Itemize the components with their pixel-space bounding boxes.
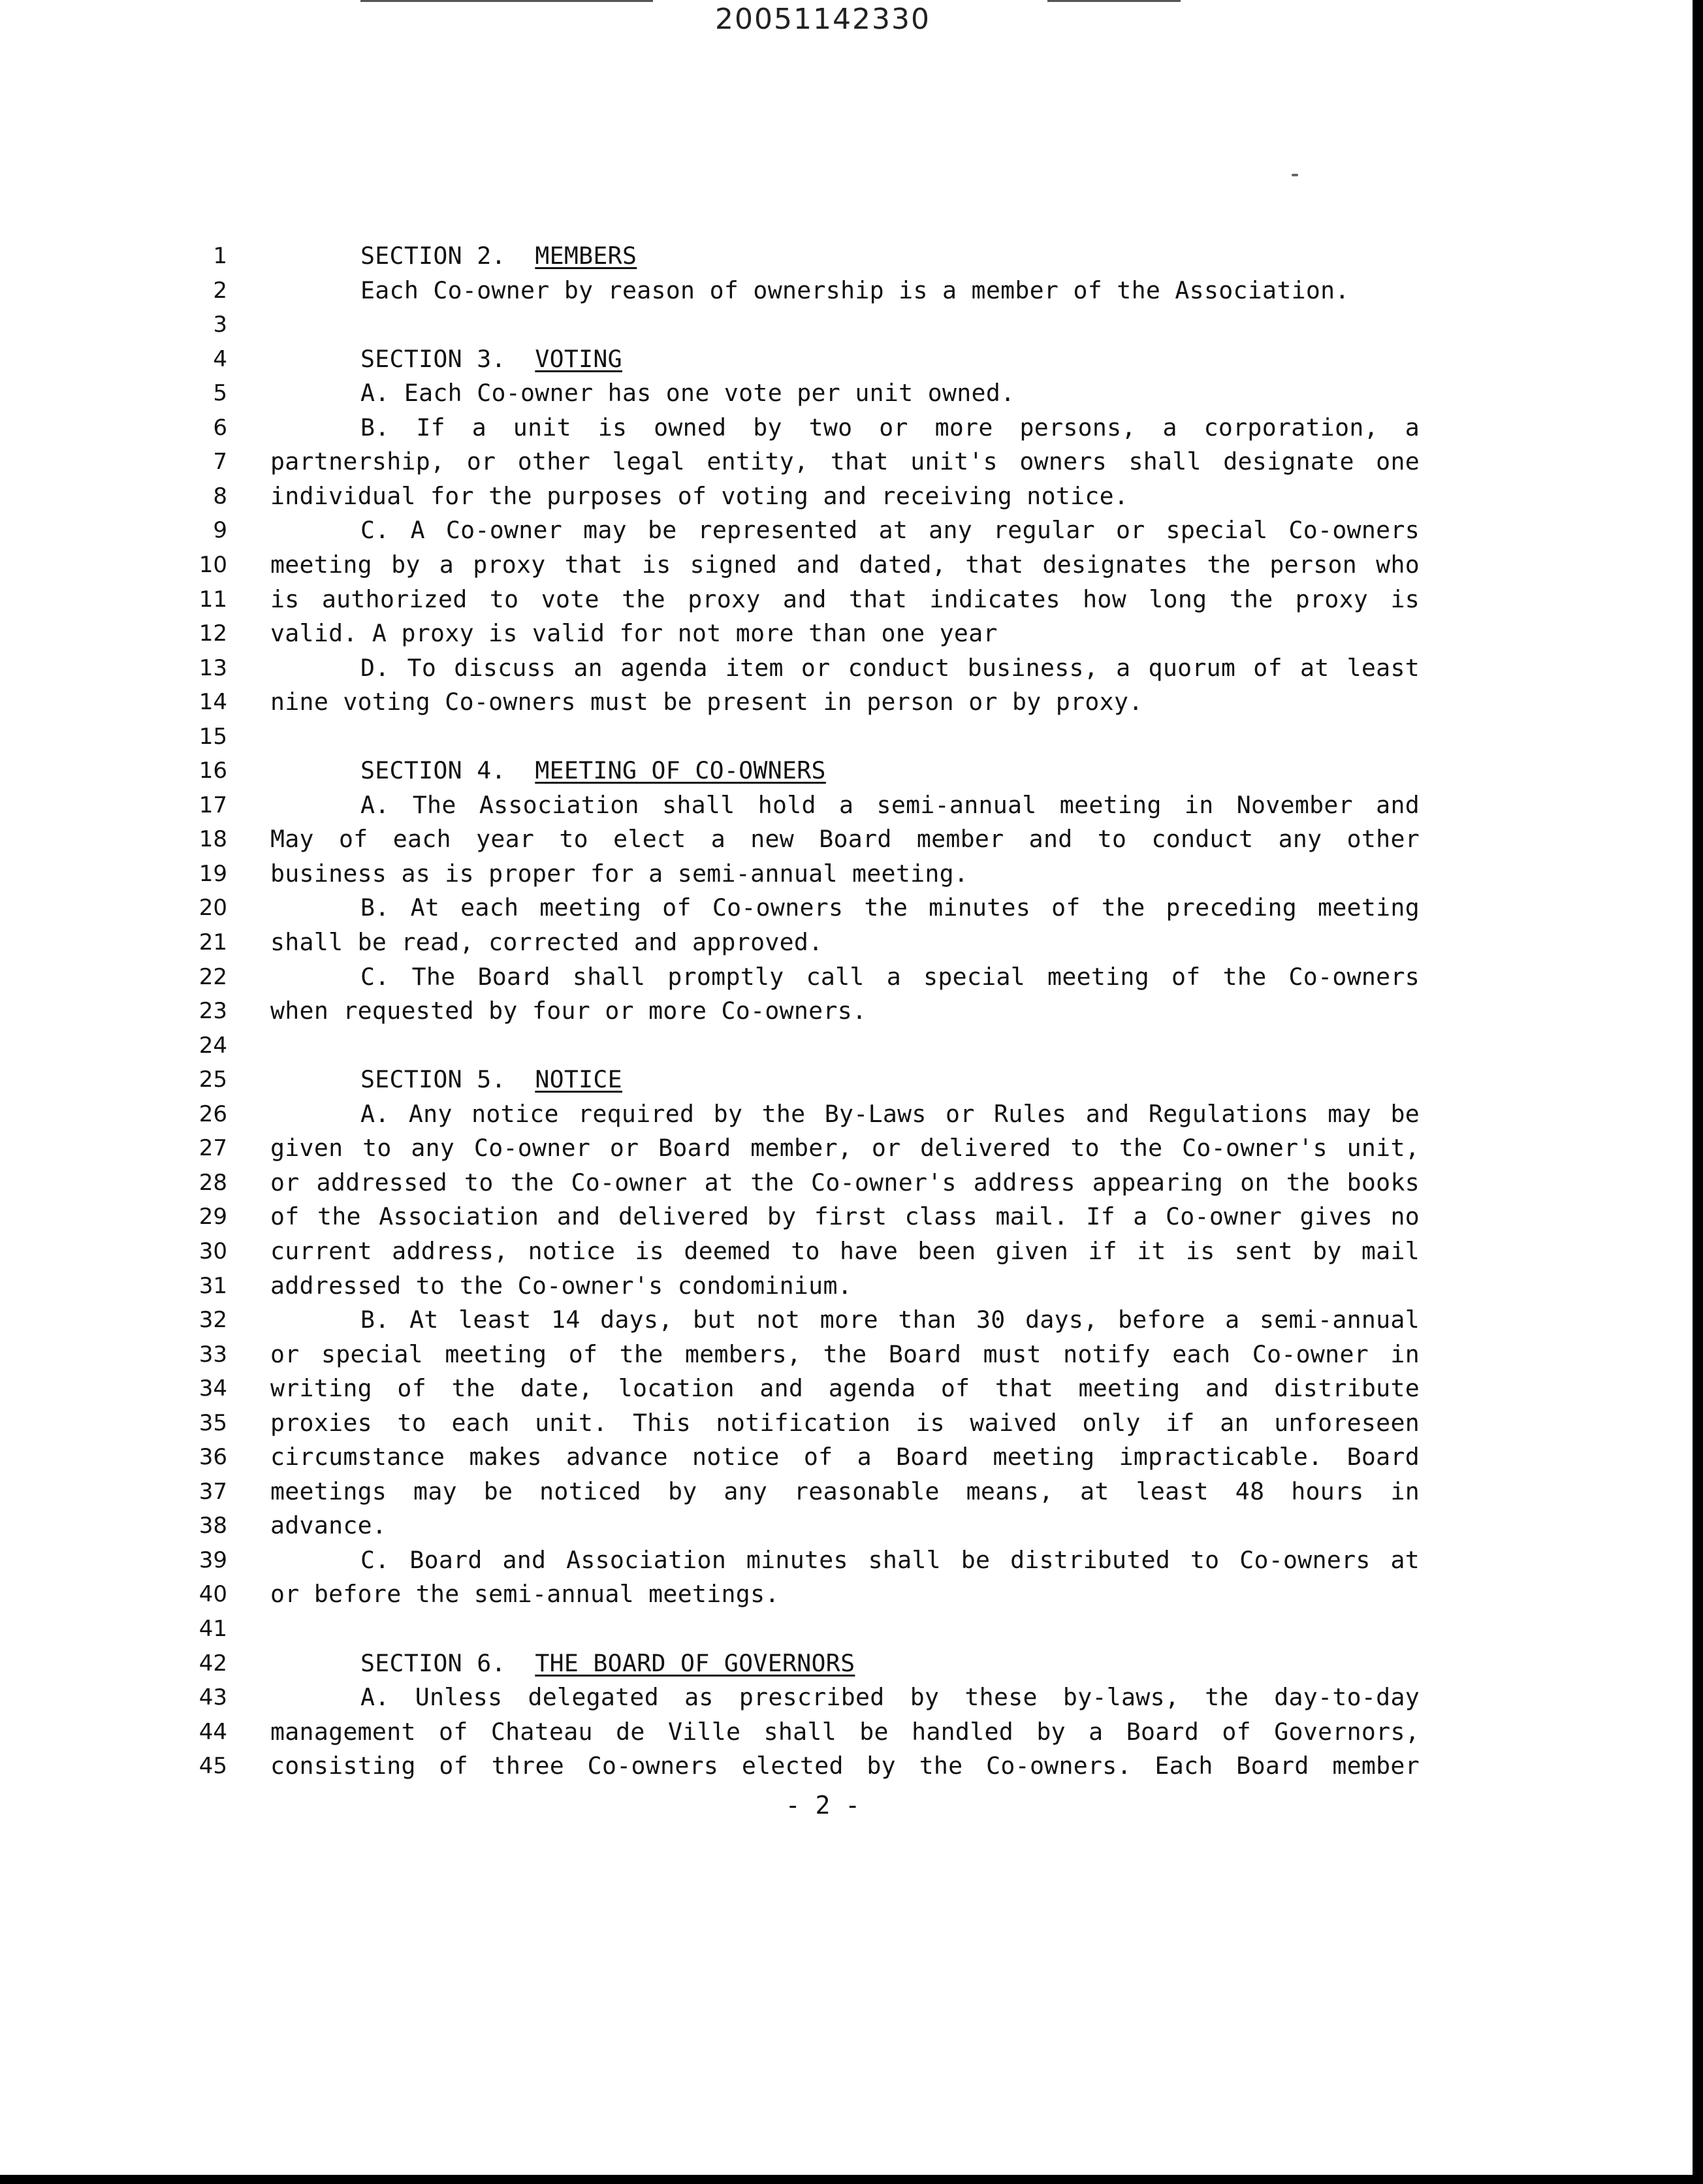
line-text: addressed to the Co-owner's condominium.: [270, 1272, 852, 1300]
line-number: 14: [199, 689, 227, 715]
document-line: [0, 342, 1437, 376]
line-number: 15: [199, 724, 227, 750]
section-title: MEETING OF CO-OWNERS: [535, 756, 826, 784]
document-line: [0, 1577, 1437, 1611]
line-number: 11: [199, 586, 227, 613]
line-text: partnership, or other legal entity, that unit's owners shall designate one: [270, 447, 1420, 475]
document-line: [0, 617, 1437, 650]
line-text: of the Association and delivered by first class mail. If a Co-owner gives no: [270, 1202, 1420, 1230]
section-title: THE BOARD OF GOVERNORS: [535, 1649, 855, 1677]
line-number: 28: [199, 1170, 227, 1196]
line-text: C. Board and Association minutes shall be distributed to Co-owners at: [360, 1546, 1420, 1574]
document-line: [0, 754, 1437, 788]
document-line: [0, 651, 1437, 685]
document-line: [0, 1543, 1437, 1577]
line-text: is authorized to vote the proxy and that indicates how long the proxy is: [270, 585, 1420, 613]
line-number: 17: [199, 792, 227, 818]
document-line: [0, 720, 1437, 754]
section-title: MEMBERS: [535, 242, 637, 270]
line-number: 26: [199, 1101, 227, 1127]
line-number: 7: [213, 449, 227, 475]
line-number: 30: [199, 1238, 227, 1264]
section-heading: [360, 1646, 855, 1680]
line-number: 23: [199, 998, 227, 1024]
document-line: [0, 1097, 1437, 1131]
scan-edge-mark: [360, 0, 653, 2]
section-heading: [360, 754, 826, 788]
line-text: current address, notice is deemed to have been given if it is sent by mail: [270, 1237, 1420, 1265]
scan-speck: [1292, 174, 1298, 176]
document-line: [0, 788, 1437, 822]
line-number: 34: [199, 1375, 227, 1402]
line-number: 43: [199, 1684, 227, 1710]
line-text: C. The Board shall promptly call a special meeting of the Co-owners: [360, 963, 1420, 991]
line-number: 45: [199, 1753, 227, 1779]
document-line: [0, 1303, 1437, 1337]
document-line: [0, 1475, 1437, 1509]
document-line: [0, 548, 1437, 582]
document-line: [0, 583, 1437, 617]
line-text: C. A Co-owner may be represented at any regular or special Co-owners: [360, 516, 1420, 544]
line-text: or special meeting of the members, the Board must notify each Co-owner in: [270, 1340, 1420, 1368]
document-line: [0, 274, 1437, 308]
line-text: A. Each Co-owner has one vote per unit owned.: [360, 379, 1015, 407]
line-number: 18: [199, 826, 227, 852]
document-line: [0, 1749, 1437, 1783]
line-number: 40: [199, 1581, 227, 1607]
page-number: - 2 -: [785, 1791, 861, 1820]
line-number: 39: [199, 1547, 227, 1573]
line-number: 36: [199, 1444, 227, 1470]
section-heading: [360, 239, 637, 273]
line-text: or before the semi-annual meetings.: [270, 1580, 780, 1608]
document-line: [0, 1440, 1437, 1474]
line-text: individual for the purposes of voting and receiving notice.: [270, 482, 1129, 510]
document-line: [0, 685, 1437, 719]
line-number: 6: [213, 415, 227, 441]
line-number: 2: [213, 278, 227, 304]
line-text: meeting by a proxy that is signed and dated, that designates the person who: [270, 551, 1420, 579]
document-line: [0, 513, 1437, 547]
document-line: [0, 1680, 1437, 1714]
document-line: [0, 994, 1437, 1028]
line-text: D. To discuss an agenda item or conduct business, a quorum of at least: [360, 654, 1420, 682]
document-line: [0, 239, 1437, 273]
document-line: [0, 479, 1437, 513]
line-number: 44: [199, 1719, 227, 1745]
line-number: 42: [199, 1650, 227, 1677]
document-line: [0, 857, 1437, 891]
document-line: [0, 1372, 1437, 1405]
section-number: SECTION 3.: [360, 345, 506, 373]
document-line: [0, 1029, 1437, 1063]
line-number: 32: [199, 1307, 227, 1333]
line-text: when requested by four or more Co-owners.: [270, 997, 867, 1025]
section-heading: [360, 342, 622, 376]
line-number: 41: [199, 1616, 227, 1642]
line-text: meetings may be noticed by any reasonable means, at least 48 hours in: [270, 1477, 1420, 1505]
line-text: business as is proper for a semi-annual meeting.: [270, 859, 969, 888]
document-line: [0, 1200, 1437, 1234]
line-text: or addressed to the Co-owner at the Co-owner's address appearing on the books: [270, 1168, 1420, 1196]
line-text: A. The Association shall hold a semi-annual meeting in November and: [360, 791, 1420, 819]
section-title: VOTING: [535, 345, 622, 373]
line-number: 33: [199, 1341, 227, 1368]
line-text: writing of the date, location and agenda of that meeting and distribute: [270, 1374, 1420, 1402]
line-number: 12: [199, 620, 227, 647]
document-line: [0, 891, 1437, 925]
scan-bottom-border: [0, 2175, 1703, 2184]
line-number: 25: [199, 1067, 227, 1093]
line-number: 24: [199, 1033, 227, 1059]
document-line: [0, 822, 1437, 856]
line-number: 20: [199, 895, 227, 921]
document-line: [0, 1715, 1437, 1749]
document-number: 20051142330: [715, 3, 931, 36]
line-number: 35: [199, 1410, 227, 1436]
document-line: [0, 1509, 1437, 1543]
line-text: management of Chateau de Ville shall be handled by a Board of Governors,: [270, 1718, 1420, 1746]
scan-right-border: [1693, 0, 1703, 2184]
line-text: B. At least 14 days, but not more than 30 days, before a semi-annual: [360, 1306, 1420, 1334]
document-line: [0, 308, 1437, 342]
section-heading: [360, 1063, 622, 1097]
document-line: [0, 1406, 1437, 1440]
document-line: [0, 1269, 1437, 1303]
line-number: 8: [213, 483, 227, 509]
line-text: advance.: [270, 1511, 387, 1539]
line-number: 31: [199, 1273, 227, 1299]
line-text: valid. A proxy is valid for not more than one year: [270, 619, 998, 647]
line-text: shall be read, corrected and approved.: [270, 928, 823, 956]
document-line: [0, 1338, 1437, 1372]
document-line: [0, 1166, 1437, 1200]
line-text: Each Co-owner by reason of ownership is a member of the Association.: [360, 276, 1350, 304]
line-text: A. Unless delegated as prescribed by these by-laws, the day-to-day: [360, 1683, 1420, 1711]
line-number: 29: [199, 1204, 227, 1230]
document-line: [0, 1612, 1437, 1646]
line-text: proxies to each unit. This notification is waived only if an unforeseen: [270, 1409, 1420, 1437]
line-number: 9: [213, 517, 227, 543]
line-number: 5: [213, 380, 227, 406]
document-line: [0, 376, 1437, 410]
line-text: May of each year to elect a new Board member and to conduct any other: [270, 825, 1420, 853]
section-number: SECTION 5.: [360, 1065, 506, 1093]
section-number: SECTION 4.: [360, 756, 506, 784]
line-number: 10: [199, 552, 227, 578]
line-number: 38: [199, 1513, 227, 1539]
line-text: consisting of three Co-owners elected by the Co-owners. Each Board member: [270, 1752, 1420, 1780]
section-number: SECTION 6.: [360, 1649, 506, 1677]
document-line: [0, 411, 1437, 445]
document-line: [0, 445, 1437, 479]
line-number: 21: [199, 929, 227, 956]
document-line: [0, 1131, 1437, 1165]
document-line: [0, 960, 1437, 994]
section-number: SECTION 2.: [360, 242, 506, 270]
line-number: 4: [213, 346, 227, 372]
line-text: B. At each meeting of Co-owners the minutes of the preceding meeting: [360, 893, 1420, 922]
document-line: [0, 925, 1437, 959]
document-line: [0, 1646, 1437, 1680]
line-text: circumstance makes advance notice of a Board meeting impracticable. Board: [270, 1443, 1420, 1471]
line-number: 27: [199, 1135, 227, 1161]
line-number: 37: [199, 1479, 227, 1505]
line-number: 19: [199, 861, 227, 887]
line-text: A. Any notice required by the By-Laws or Rules and Regulations may be: [360, 1100, 1420, 1128]
line-text: B. If a unit is owned by two or more persons, a corporation, a: [360, 413, 1420, 442]
scan-edge-mark: [1047, 0, 1181, 2]
document-line: [0, 1063, 1437, 1097]
line-number: 13: [199, 655, 227, 681]
line-number: 22: [199, 964, 227, 990]
line-text: given to any Co-owner or Board member, or delivered to the Co-owner's unit,: [270, 1134, 1420, 1162]
document-line: [0, 1234, 1437, 1268]
section-title: NOTICE: [535, 1065, 622, 1093]
line-text: nine voting Co-owners must be present in person or by proxy.: [270, 688, 1143, 716]
line-number: 1: [213, 243, 227, 269]
line-number: 16: [199, 758, 227, 784]
line-number: 3: [213, 312, 227, 338]
